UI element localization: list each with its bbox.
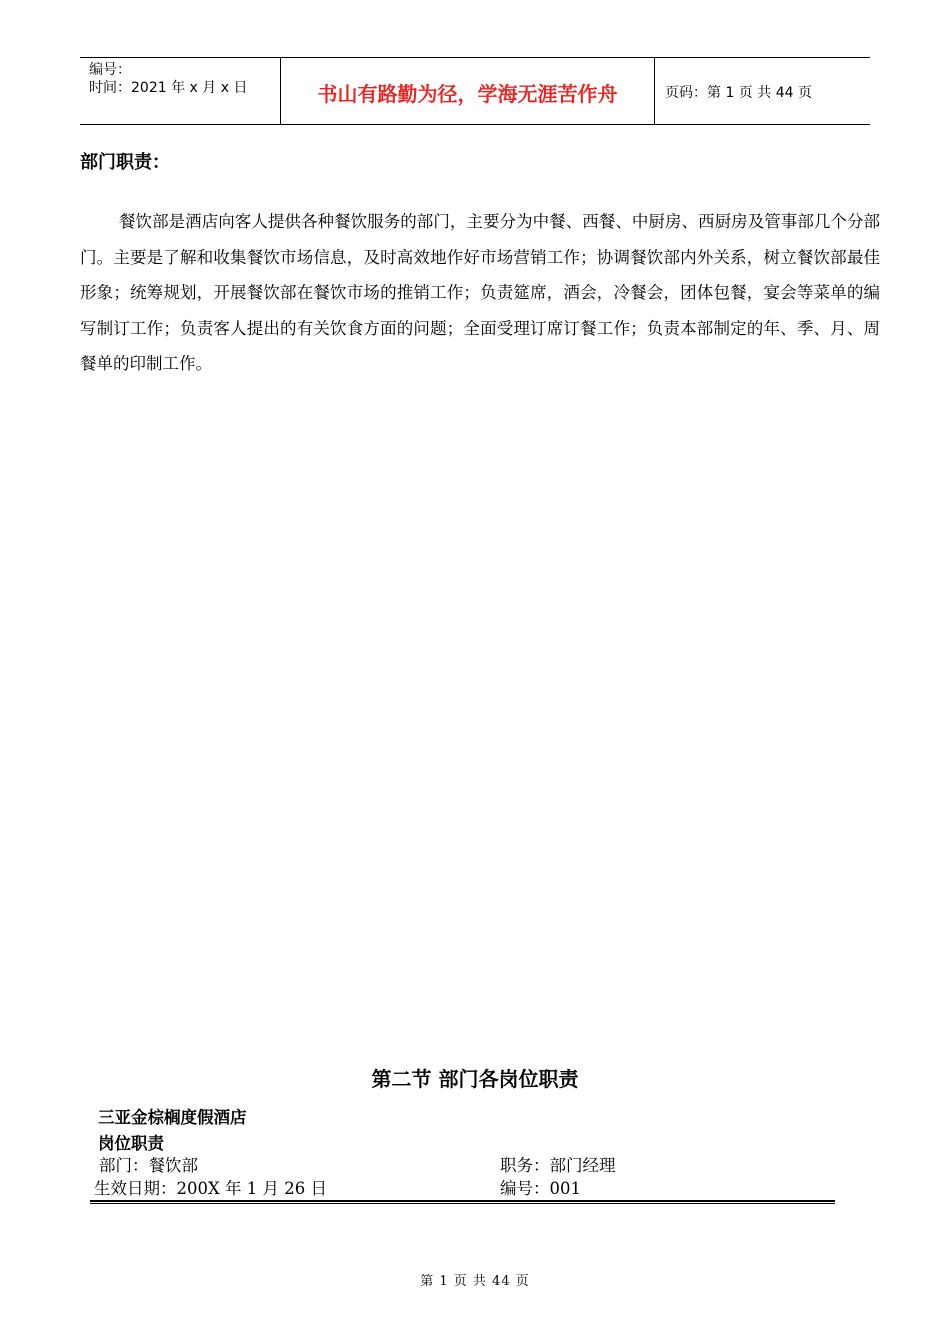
header-page-cell (655, 58, 870, 124)
number-label: 编号： (89, 62, 131, 78)
time-label: 时间：2021 年 x 月 x 日 (89, 80, 248, 96)
document-header (80, 57, 870, 125)
effective-date-field: 生效日期：200X 年 1 月 26 日 (94, 1179, 327, 1198)
motto-text: 书山有路勤为径，学海无涯苦作舟 (317, 81, 618, 106)
department-field: 部门：餐饮部 (99, 1156, 198, 1175)
header-meta-cell (80, 58, 281, 124)
department-duties-paragraph: 餐饮部是酒店向客人提供各种餐饮服务的部门，主要分为中餐、西餐、中厨房、西厨房及管事部几个分部门。主要是了解和收集餐饮市场信息，及时高效地作好市场营销工作；协调餐饮部内外关系，树立餐饮部最佳形象；统筹规划，开展餐饮部在餐饮市场的推销工作；负责筵席，酒会，冷餐会，团体包餐，宴会等菜单的编写制订工作；负责客人提出的有关饮食方面的问题；全面受理订席订餐工作；负责本部制定的年、季、月、周餐单的印制工作。 (80, 212, 880, 373)
position-field: 职务：部门经理 (500, 1156, 616, 1175)
page-footer: 第 1 页 共 44 页 (420, 1274, 530, 1289)
hotel-name: 三亚金棕榈度假酒店 (98, 1108, 247, 1127)
divider-rule (90, 1200, 835, 1204)
doc-number-field: 编号：001 (500, 1179, 581, 1198)
doc-type-label: 岗位职责 (98, 1134, 164, 1153)
page-label: 页码：第 1 页 共 44 页 (665, 85, 812, 101)
department-duties-heading: 部门职责： (80, 152, 170, 173)
header-motto-cell (281, 58, 655, 124)
section-title: 第二节 部门各岗位职责 (371, 1067, 579, 1091)
